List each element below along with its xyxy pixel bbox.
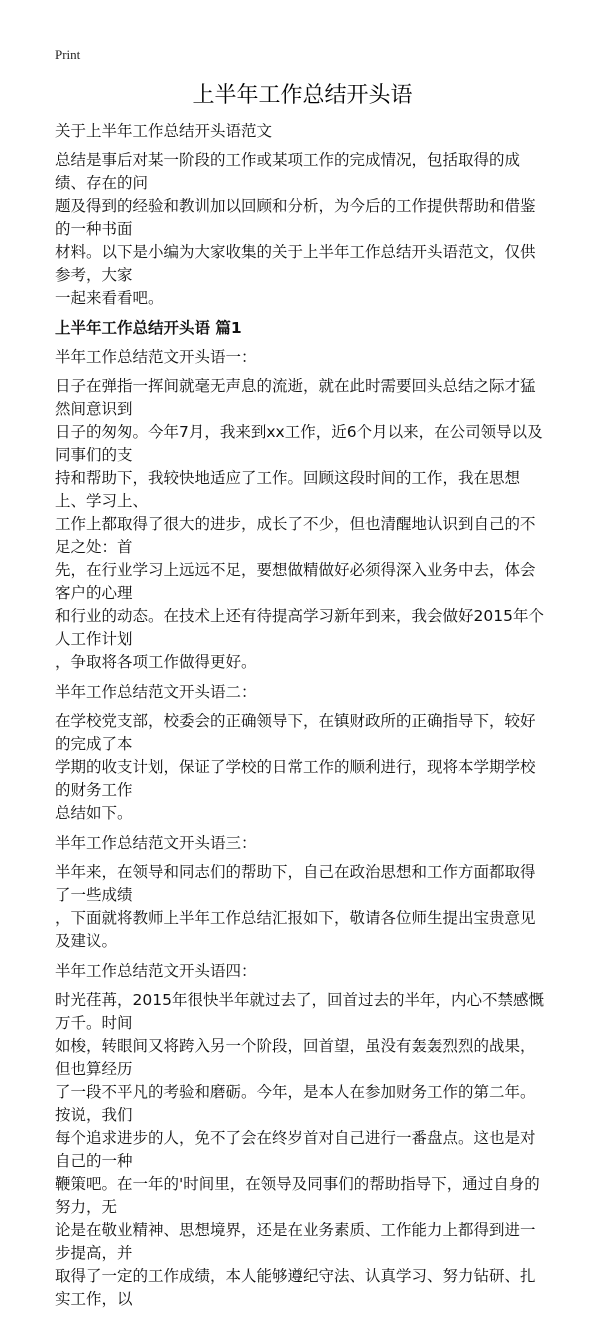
- section-paragraph: [55, 710, 550, 825]
- text-line: ，争取将各项工作做得更好。: [55, 653, 257, 671]
- section-paragraph: [55, 989, 550, 1311]
- text-line: 学期的收支计划，保证了学校的日常工作的顺利进行，现将本学期学校的财务工作: [55, 758, 536, 799]
- print-link[interactable]: Print: [55, 47, 81, 62]
- text-line: 每个追求进步的人，免不了会在终岁首对自己进行一番盘点。这也是对自己的一种: [55, 1129, 536, 1170]
- text-line: 了一段不平凡的考验和磨砺。今年，是本人在参加财务工作的第二年。按说，我们: [55, 1083, 536, 1124]
- section-label: 半年工作总结范文开头语三：: [55, 834, 257, 852]
- section-label: 半年工作总结范文开头语四：: [55, 962, 257, 980]
- text-line: 总结是事后对某一阶段的工作或某项工作的完成情况，包括取得的成绩、存在的问: [55, 151, 521, 192]
- section-label: 半年工作总结范文开头语一：: [55, 348, 257, 366]
- sections: [55, 346, 550, 1311]
- text-line: ，下面就将教师上半年工作总结汇报如下，敬请各位师生提出宝贵意见及建议。: [55, 909, 536, 950]
- text-line: 半年来，在领导和同志们的帮助下，自己在政治思想和工作方面都取得了一些成绩: [55, 863, 536, 904]
- text-line: 日子在弹指一挥间就毫无声息的流逝，就在此时需要回头总结之际才猛然间意识到: [55, 377, 536, 418]
- text-line: 论是在敬业精神、思想境界，还是在业务素质、工作能力上都得到进一步提高，并: [55, 1221, 536, 1262]
- text-line: 一起来看看吧。: [55, 289, 164, 307]
- document-page: [55, 46, 550, 1318]
- text-line: 如梭，转眼间又将跨入另一个阶段，回首望，虽没有轰轰烈烈的战果，但也算经历: [55, 1037, 536, 1078]
- section-heading: 上半年工作总结开头语 篇1: [55, 319, 242, 337]
- text-line: 持和帮助下，我较快地适应了工作。回顾这段时间的工作，我在思想上、学习上、: [55, 469, 521, 510]
- text-line: 取得了一定的工作成绩，本人能够遵纪守法、认真学习、努力钻研、扎实工作，以: [55, 1267, 536, 1308]
- intro-paragraph: [55, 149, 550, 310]
- text-line: 在学校党支部，校委会的正确领导下，在镇财政所的正确指导下，较好的完成了本: [55, 712, 536, 753]
- text-line: 材料。以下是小编为大家收集的关于上半年工作总结开头语范文，仅供参考，大家: [55, 243, 536, 284]
- subtitle: 关于上半年工作总结开头语范文: [55, 122, 273, 140]
- text-line: 总结如下。: [55, 804, 133, 822]
- page-title: 上半年工作总结开头语: [192, 83, 413, 108]
- section-label: 半年工作总结范文开头语二：: [55, 683, 257, 701]
- text-line: 和行业的动态。在技术上还有待提高学习新年到来，我会做好2015年个人工作计划: [55, 607, 544, 648]
- text-line: 鞭策吧。在一年的'时间里，在领导及同事们的帮助指导下，通过自身的努力，无: [55, 1175, 540, 1216]
- text-line: 日子的匆匆。今年7月，我来到xx工作，近6个月以来，在公司领导以及同事们的支: [55, 423, 543, 464]
- section-paragraph: [55, 861, 550, 953]
- section-paragraph: [55, 375, 550, 674]
- text-line: 工作上都取得了很大的进步，成长了不少，但也清醒地认识到自己的不足之处：首: [55, 515, 536, 556]
- text-line: 时光荏苒，2015年很快半年就过去了，回首过去的半年，内心不禁感慨万千。时间: [55, 991, 544, 1032]
- text-line: 先，在行业学习上远远不足，要想做精做好必须得深入业务中去，体会客户的心理: [55, 561, 536, 602]
- text-line: 题及得到的经验和教训加以回顾和分析，为今后的工作提供帮助和借鉴的一种书面: [55, 197, 536, 238]
